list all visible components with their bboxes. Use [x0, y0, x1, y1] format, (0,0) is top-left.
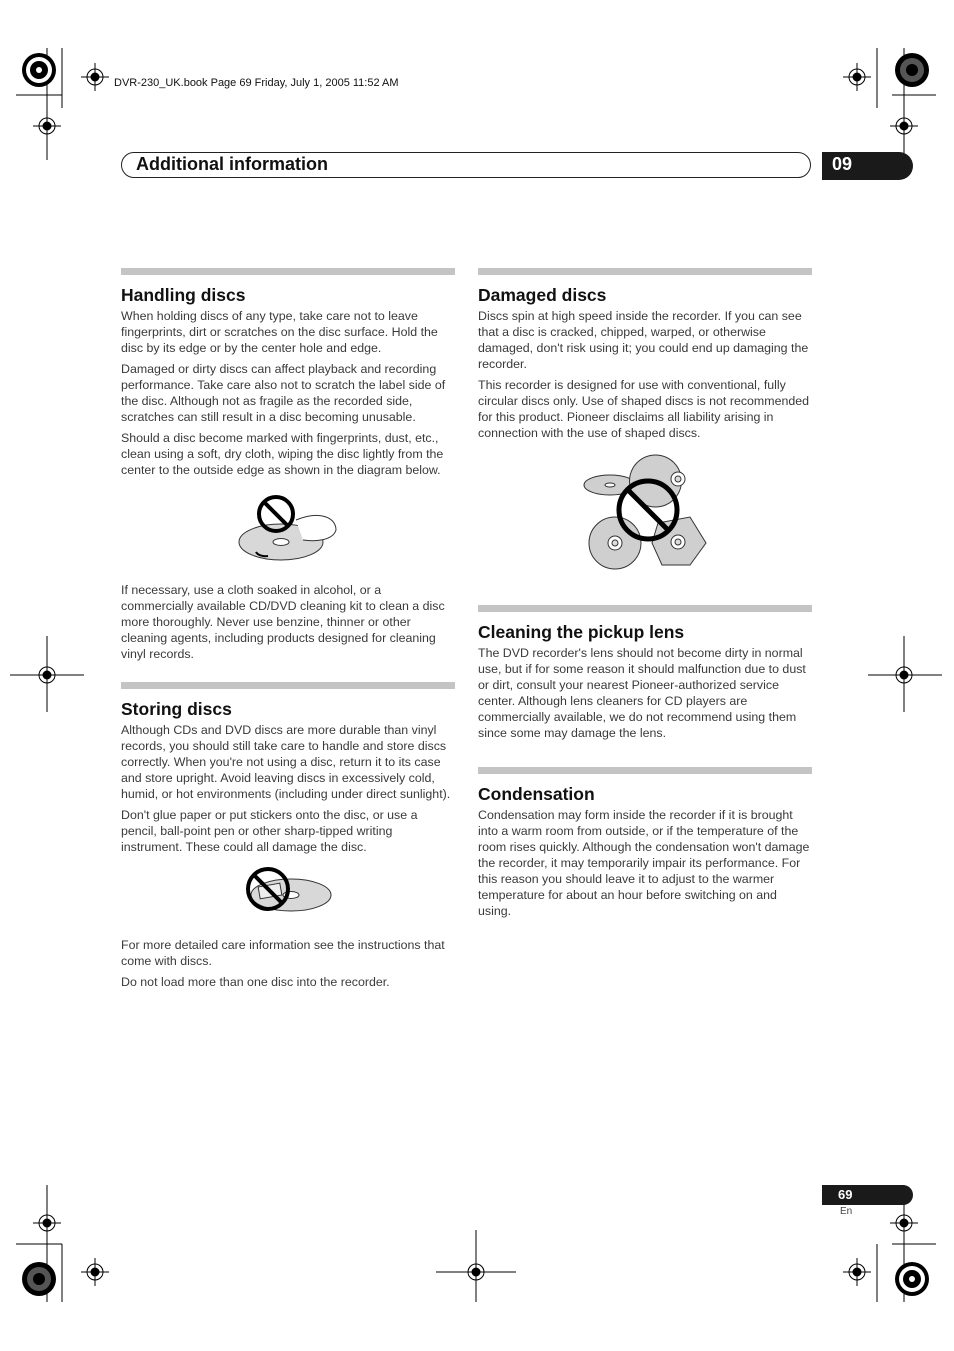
paragraph: This recorder is designed for use with conventional, fully circular discs only. Use of shaped discs is not recommended for this product. Pioneer disclaims all liability arising in connection with the use of shaped discs.	[478, 378, 810, 440]
left-column	[121, 268, 455, 995]
page-number: 69	[838, 1187, 853, 1202]
paragraph: Condensation may form inside the recorder if it is brought into a warm room from outside, or if the temperature of the room rises quickly. Although the condensation won't damage the recorder, it may temporarily impair its performance. For this reason you should leave it to adjust to the warmer temperature for about an hour before switching on and using.	[478, 808, 810, 918]
shaped-discs-prohibited-illustration	[478, 453, 812, 575]
book-info: DVR-230_UK.book Page 69 Friday, July 1, 2005 11:52 AM	[114, 77, 399, 89]
paragraph: Damaged or dirty discs can affect playback and recording performance. Take care also not to scratch the label side of the disc. Although not as fragile as the recorded side, scratches can still result in a disc becoming unusable.	[121, 362, 446, 424]
disc-wiping-illustration	[121, 490, 455, 568]
chapter-title: Additional information	[136, 154, 328, 174]
section-rule	[478, 268, 812, 275]
section-title: Storing discs	[121, 699, 232, 719]
section-rule	[478, 605, 812, 612]
paragraph: Do not load more than one disc into the recorder.	[121, 975, 390, 989]
right-column	[478, 268, 812, 924]
section-handling-discs	[121, 268, 455, 662]
chapter-badge	[822, 152, 913, 180]
section-rule	[121, 268, 455, 275]
section-condensation	[478, 767, 812, 919]
paragraph: The DVD recorder's lens should not become dirty in normal use, but if for some reason it should malfunction due to dust or dirt, consult your nearest Pioneer-authorized service center. Although lens cleaners for CD players are commercially available, we do not recommend using them since some may damage the lens.	[478, 646, 806, 740]
section-damaged-discs	[478, 268, 812, 575]
chapter-header	[121, 152, 811, 178]
section-title: Cleaning the pickup lens	[478, 622, 685, 642]
section-title: Condensation	[478, 784, 595, 804]
paragraph: Should a disc become marked with fingerprints, dust, etc., clean using a soft, dry cloth, wiping the disc lightly from the center to the outside edge as shown in the diagram below.	[121, 431, 444, 477]
language-label: En	[840, 1206, 853, 1217]
paragraph: If necessary, use a cloth soaked in alcohol, or a commercially available CD/DVD cleaning kit to clean a disc more thoroughly. Never use benzine, thinner or other cleaning agents, including products designed for cleaning vinyl records.	[121, 583, 445, 661]
disc-sticker-prohibited-illustration	[121, 863, 455, 923]
section-title: Handling discs	[121, 285, 246, 305]
section-storing-discs	[121, 682, 455, 990]
paragraph: Although CDs and DVD discs are more durable than vinyl records, you should still take care to handle and store discs correctly. When you're not using a disc, return it to its case and store upright. Avoid leaving discs in excessively cold, humid, or hot environments (including under direct sunlight).	[121, 723, 451, 801]
paragraph: Discs spin at high speed inside the recorder. If you can see that a disc is cracked, chipped, warped, or otherwise damaged, don't risk using it; you could end up damaging the recorder.	[478, 309, 809, 371]
section-rule	[121, 682, 455, 689]
section-rule	[478, 767, 812, 774]
page-number-badge	[822, 1185, 913, 1205]
section-cleaning-pickup-lens	[478, 605, 812, 741]
paragraph: When holding discs of any type, take care not to leave fingerprints, dirt or scratches on the disc surface. Hold the disc by its edge or by the center hole and edge.	[121, 309, 438, 355]
paragraph: Don't glue paper or put stickers onto the disc, or use a pencil, ball-point pen or other sharp-tipped writing instrument. These could all damage the disc.	[121, 808, 418, 854]
paragraph: For more detailed care information see the instructions that come with discs.	[121, 938, 445, 968]
chapter-number: 09	[832, 154, 853, 174]
section-title: Damaged discs	[478, 285, 607, 305]
